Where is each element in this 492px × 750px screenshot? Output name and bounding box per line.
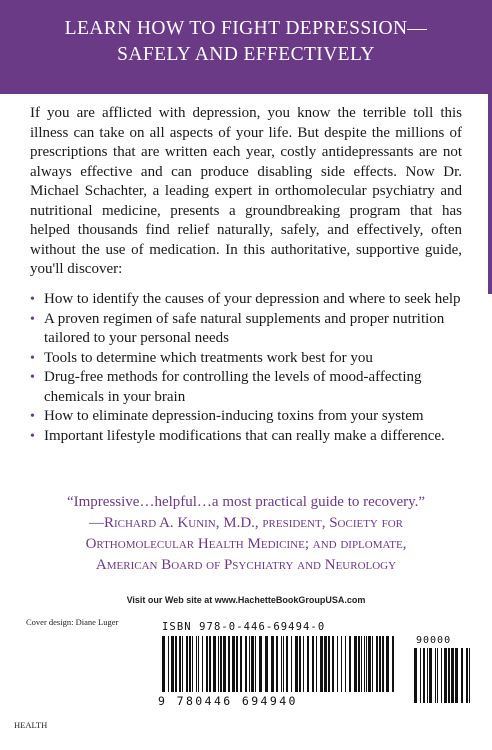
bullet-icon: •: [30, 409, 35, 424]
barcode-bar: [392, 636, 394, 692]
barcode-bar: [423, 648, 425, 703]
price-barcode: [414, 648, 470, 703]
barcode-bar: [232, 636, 235, 692]
barcode-bar: [316, 636, 317, 692]
barcode-bar: [291, 636, 292, 692]
testimonial-attribution-2: Orthomolecular Health Medicine; and diplomate,: [85, 536, 407, 552]
testimonial-quote: “Impressive…helpful…a most practical guide to recovery.”: [66, 494, 426, 510]
benefit-text: Important lifestyle modifications that can really make a difference.: [44, 427, 445, 444]
barcode-bar: [361, 636, 362, 692]
barcode-bar: [303, 636, 304, 692]
barcode-bar: [196, 636, 197, 692]
benefit-item: [30, 407, 466, 427]
benefit-item: [30, 349, 466, 369]
barcode-bar: [218, 636, 219, 692]
barcode-bar: [186, 636, 188, 692]
testimonial: [20, 492, 472, 576]
barcode-bar: [349, 636, 351, 692]
barcode-bar: [337, 636, 338, 692]
barcode-bar: [324, 636, 327, 692]
headline-line-2: SAFELY AND EFFECTIVELY: [117, 44, 375, 65]
barcode-bar: [265, 636, 268, 692]
barcode-bar: [366, 636, 367, 692]
benefit-list: [30, 290, 466, 446]
cover-design-credit: Cover design: Diane Luger: [26, 617, 119, 627]
barcode-bar: [435, 648, 436, 703]
barcode-bar: [345, 636, 346, 692]
barcode-bar: [332, 636, 334, 692]
barcode-bar: [283, 636, 284, 692]
barcode-bar: [414, 648, 417, 703]
barcode-bar: [420, 648, 421, 703]
benefit-text: Tools to determine which treatments work best for you: [44, 349, 373, 366]
intro-paragraph: If you are afflicted with depression, you know the terrible toll this illness can take on all aspects of your life. But despite the millions of prescriptions that are written each year, costly antidepressants are not always effective and can produce disabling side effects. Now Dr. Michael Schachter, a leading expert in orthomolecular psychiatry and nutritional medicine, presents a groundbreaking program that has helped thousands find relief naturally, safely, and effectively, often without the use of medication. In this authoritative, supportive guide, you'll discover:: [30, 105, 462, 277]
barcode-bar: [379, 636, 381, 692]
barcode-bar: [286, 636, 288, 692]
barcode-bar: [223, 636, 226, 692]
barcode-bar: [179, 636, 181, 692]
barcode-bar: [358, 636, 360, 692]
barcode-bar: [192, 636, 193, 692]
spine-edge-stripe: [488, 94, 492, 294]
benefit-item: [30, 290, 466, 310]
barcode-bar: [437, 648, 438, 703]
barcode-bar: [328, 636, 330, 692]
barcode-number: 9 780446 694940: [158, 694, 298, 708]
barcode-bar: [168, 636, 169, 692]
barcode-bar: [171, 636, 174, 692]
barcode-bar: [320, 636, 323, 692]
barcode-bar: [466, 648, 468, 703]
barcode-bar: [368, 636, 371, 692]
isbn-label: ISBN 978-0-446-69494-0: [162, 621, 326, 633]
barcode-bar: [198, 636, 199, 692]
barcode-bar: [271, 636, 274, 692]
category-label: HEALTH: [14, 720, 48, 730]
barcode-bar: [245, 636, 247, 692]
barcode-bar: [469, 648, 470, 703]
barcode-bar: [341, 636, 342, 692]
bullet-icon: •: [30, 311, 35, 327]
benefit-item: [30, 310, 466, 349]
price-code: 90000: [416, 635, 452, 646]
headline-line-1: LEARN HOW TO FIGHT DEPRESSION—: [64, 18, 428, 39]
barcode-bar: [175, 636, 177, 692]
barcode-bar: [451, 648, 454, 703]
barcode-bar: [429, 648, 432, 703]
barcode-bar: [281, 636, 282, 692]
headline: [0, 16, 492, 68]
benefit-item: [30, 427, 466, 447]
bullet-icon: •: [30, 428, 35, 444]
barcode-bar: [251, 636, 254, 692]
barcode-bar: [444, 648, 447, 703]
barcode-bar: [427, 648, 428, 703]
barcode-bar: [236, 636, 238, 692]
benefit-text: A proven regimen of safe natural supplements and proper nutrition tailored to your personal needs: [44, 310, 445, 346]
barcode-bar: [312, 636, 314, 692]
barcode-bar: [189, 636, 191, 692]
barcode-bar: [209, 636, 211, 692]
testimonial-attribution-3: American Board of Psychiatry and Neurology: [95, 557, 397, 573]
barcode-bar: [299, 636, 301, 692]
barcode-bar: [255, 636, 256, 692]
isbn-barcode: [162, 636, 397, 692]
benefit-text: Drug-free methods for controlling the levels of mood-affecting chemicals in your brain: [44, 369, 422, 405]
bullet-icon: •: [30, 292, 35, 307]
barcode-bar: [307, 636, 309, 692]
barcode-bar: [249, 636, 250, 692]
barcode-bar: [182, 636, 183, 692]
benefit-text: How to eliminate depression-inducing toxins from your system: [44, 408, 424, 424]
barcode-bar: [455, 648, 458, 703]
barcode-bar: [240, 636, 242, 692]
barcode-bar: [382, 636, 384, 692]
testimonial-attribution-1: —Richard A. Kunin, M.D., president, Society for: [88, 515, 404, 531]
barcode-bar: [202, 636, 203, 692]
benefit-text: How to identify the causes of your depression and where to seek help: [44, 291, 461, 307]
barcode-bar: [386, 636, 389, 692]
barcode-bar: [206, 636, 208, 692]
barcode-bar: [276, 636, 278, 692]
barcode-bar: [441, 648, 442, 703]
barcode-bar: [259, 636, 262, 692]
barcode-bar: [372, 636, 373, 692]
barcode-bar: [162, 636, 165, 692]
barcode-bar: [376, 636, 378, 692]
bullet-icon: •: [30, 370, 35, 385]
barcode-bar: [220, 636, 222, 692]
barcode-bar: [461, 648, 463, 703]
barcode-bar: [295, 636, 298, 692]
benefit-item: [30, 368, 466, 407]
barcode-bar: [448, 648, 450, 703]
barcode-bar: [354, 636, 357, 692]
publisher-website: Visit our Web site at www.HachetteBookGroupUSA.com: [126, 595, 366, 605]
barcode-bar: [364, 636, 365, 692]
bullet-icon: •: [30, 350, 35, 366]
barcode-bar: [228, 636, 230, 692]
barcode-bar: [213, 636, 216, 692]
